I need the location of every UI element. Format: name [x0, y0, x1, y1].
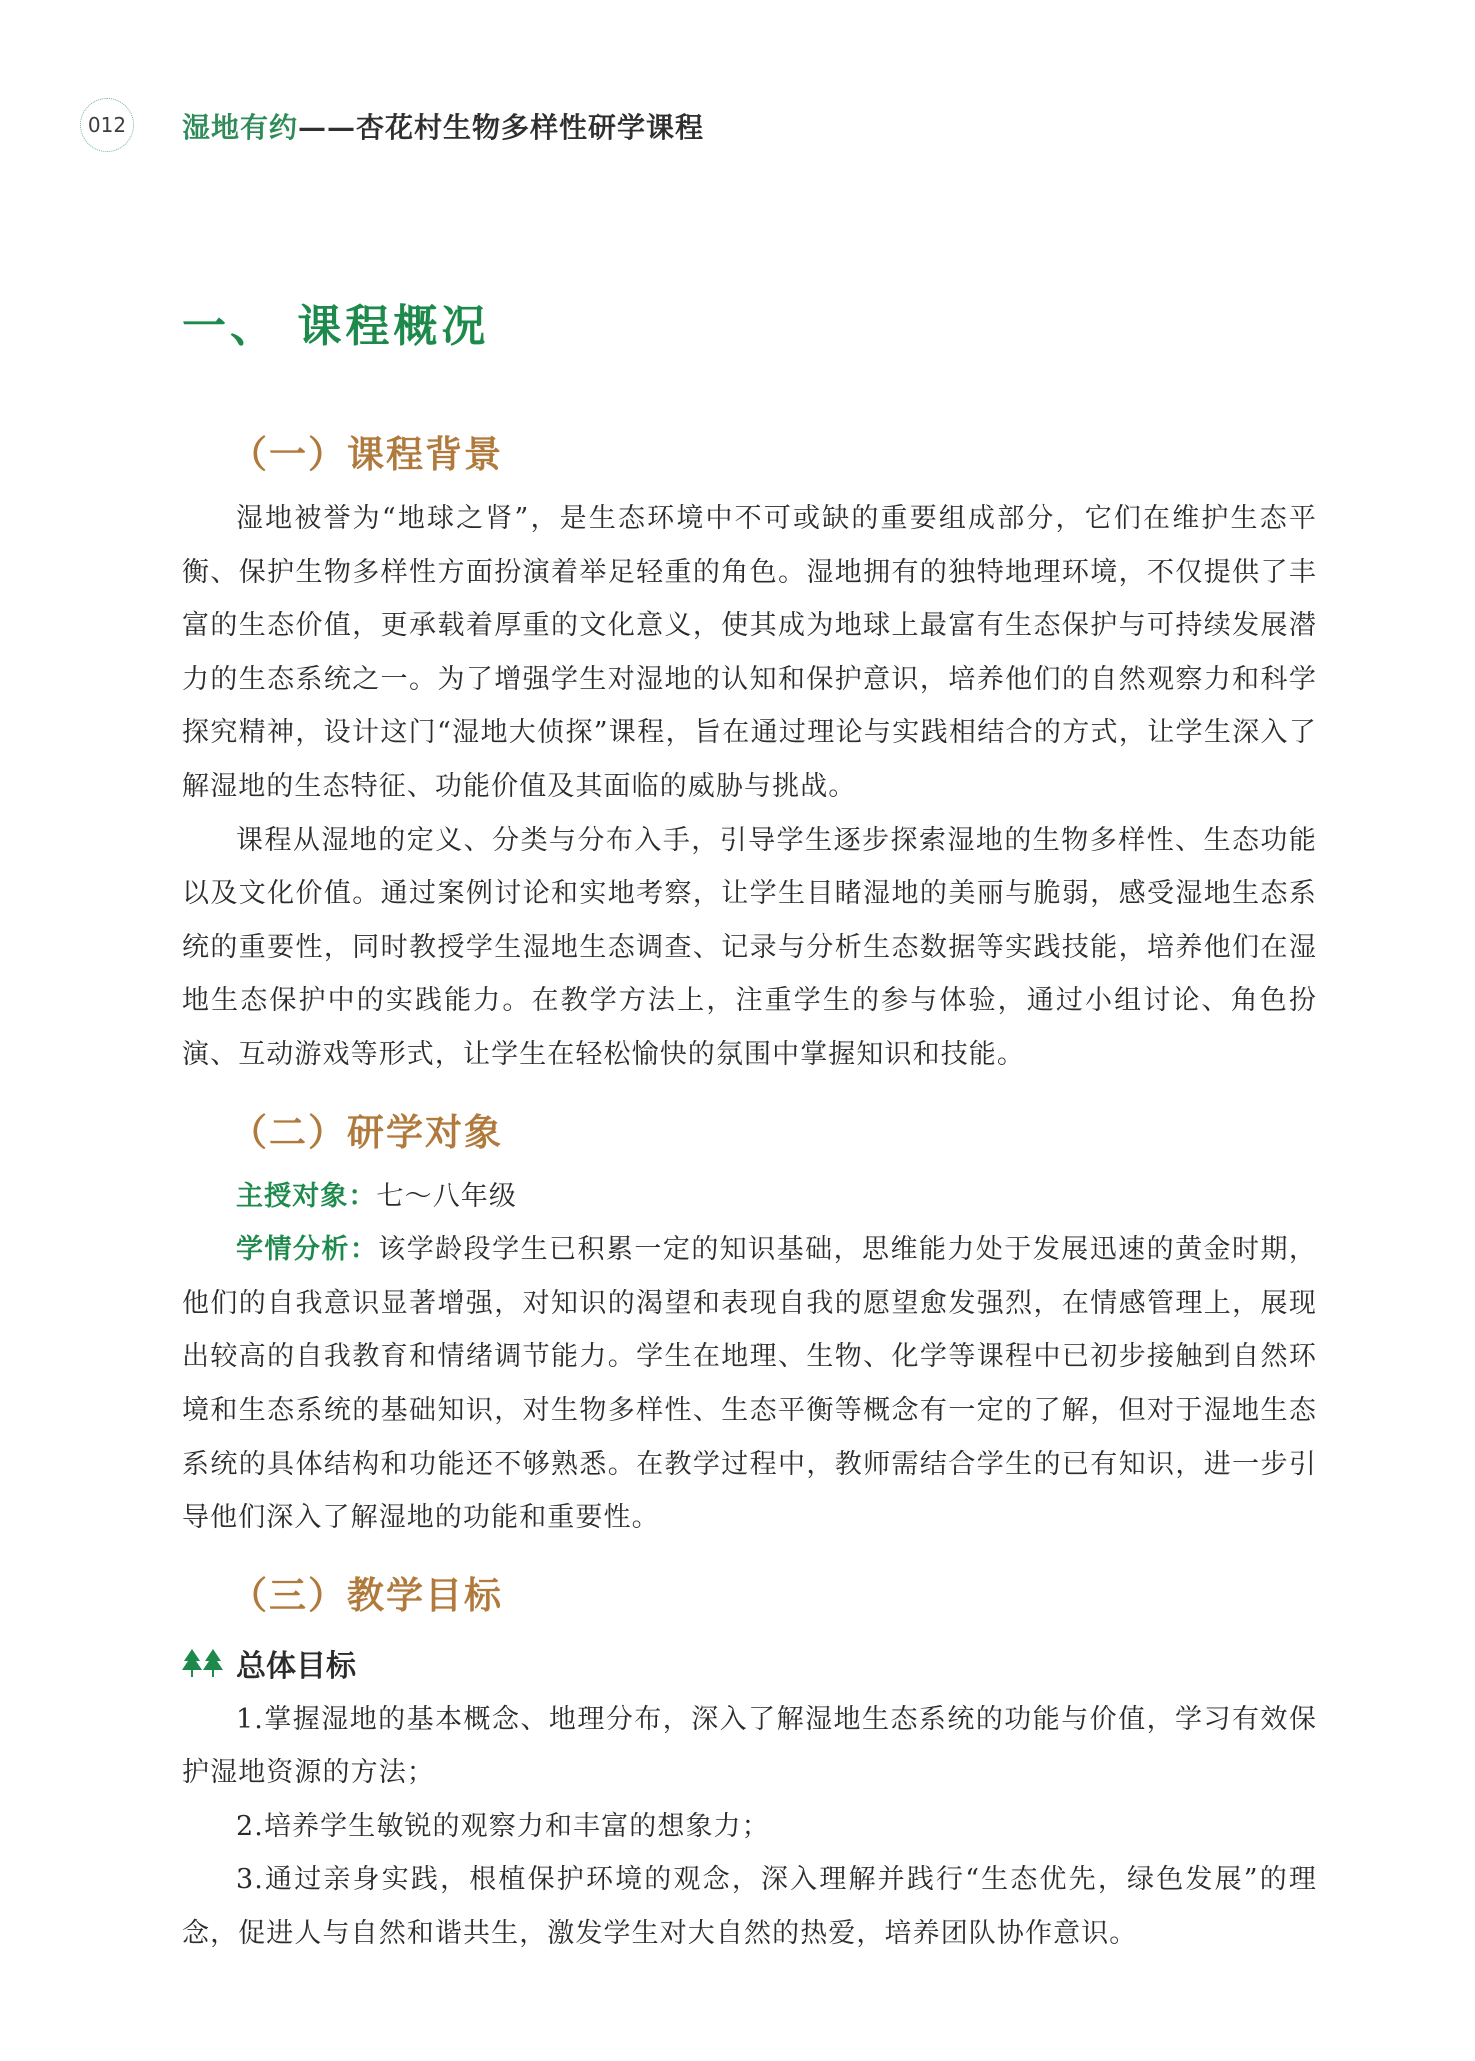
page-number	[80, 98, 134, 152]
background-paragraph-2: 课程从湿地的定义、分类与分布入手，引导学生逐步探索湿地的生物多样性、生态功能以及文化价值。通过案例讨论和实地考察，让学生目睹湿地的美丽与脆弱，感受湿地生态系统的重要性，同时教授学生湿地生态调查、记录与分析生态数据等实践技能，培养他们在湿地生态保护中的实践能力。在教学方法上，注重学生的参与体验，通过小组讨论、角色扮演、互动游戏等形式，让学生在轻松愉快的氛围中掌握知识和技能。	[182, 824, 1317, 1070]
goal-item-3: 3.通过亲身实践，根植保护环境的观念，深入理解并践行“生态优先，绿色发展”的理念，促进人与自然和谐共生，激发学生对大自然的热爱，培养团队协作意识。	[182, 1864, 1317, 1950]
learner-analysis-paragraph	[182, 1223, 1317, 1545]
target-audience-line	[182, 1170, 1317, 1224]
section-title-background: （一）课程背景	[230, 432, 503, 476]
book-title-green: 湿地有约	[182, 111, 299, 144]
running-header	[182, 106, 704, 146]
page-number-text: 012	[87, 113, 127, 137]
overall-goals-heading	[182, 1635, 1317, 1691]
target-audience-value: 七～八年级	[376, 1180, 517, 1212]
trees-icon	[182, 1648, 224, 1678]
page-content	[182, 290, 1317, 1961]
learner-analysis-label: 学情分析：	[236, 1234, 379, 1266]
book-title-dark: ——杏花村生物多样性研学课程	[298, 111, 705, 144]
section-title-audience: （二）研学对象	[230, 1109, 503, 1154]
goal-item-1: 1.掌握湿地的基本概念、地理分布，深入了解湿地生态系统的功能与价值，学习有效保护湿地资源的方法；	[182, 1703, 1317, 1789]
target-audience-label: 主授对象：	[236, 1180, 377, 1212]
chapter-title: 一、 课程概况	[182, 301, 490, 352]
goal-item-2: 2.培养学生敏锐的观察力和丰富的想象力；	[236, 1810, 770, 1842]
background-paragraph-1: 湿地被誉为“地球之肾”，是生态环境中不可或缺的重要组成部分，它们在维护生态平衡、保护生物多样性方面扮演着举足轻重的角色。湿地拥有的独特地理环境，不仅提供了丰富的生态价值，更承载着厚重的文化意义，使其成为地球上最富有生态保护与可持续发展潜力的生态系统之一。为了增强学生对湿地的认知和保护意识，培养他们的自然观察力和科学探究精神，设计这门“湿地大侦探”课程，旨在通过理论与实践相结合的方式，让学生深入了解湿地的生态特征、功能价值及其面临的威胁与挑战。	[182, 503, 1317, 802]
overall-goals-title: 总体目标	[236, 1648, 356, 1684]
learner-analysis-text: 该学龄段学生已积累一定的知识基础，思维能力处于发展迅速的黄金时期，他们的自我意识显著增强，对知识的渴望和表现自我的愿望愈发强烈，在情感管理上，展现出较高的自我教育和情绪调节能力。学生在地理、生物、化学等课程中已初步接触到自然环境和生态系统的基础知识，对生物多样性、生态平衡等概念有一定的了解，但对于湿地生态系统的具体结构和功能还不够熟悉。在教学过程中，教师需结合学生的已有知识，进一步引导他们深入了解湿地的功能和重要性。	[182, 1234, 1318, 1534]
section-title-goals: （三）教学目标	[230, 1572, 503, 1617]
